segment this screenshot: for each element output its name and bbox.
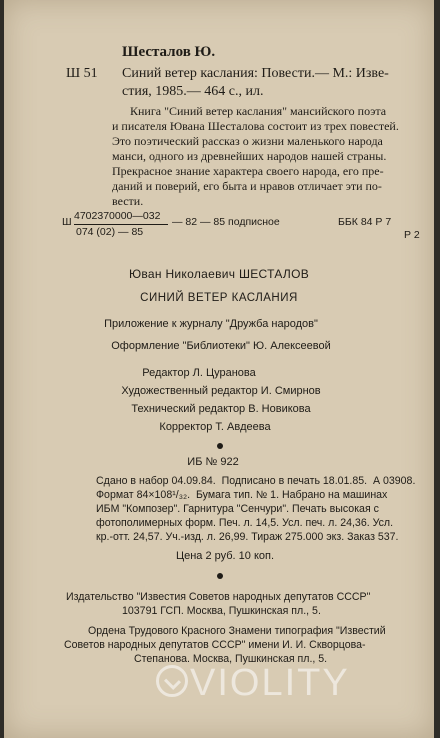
supplement-note: Приложение к журналу "Дружба народов" bbox=[104, 318, 318, 330]
bbk-code: ББК 84 Р 7 bbox=[338, 216, 392, 228]
annotation-line: даний и поверий, его быта и нравов отличает эти по- bbox=[112, 179, 382, 193]
separator-bullet bbox=[217, 573, 223, 579]
price: Цена 2 руб. 10 коп. bbox=[175, 550, 275, 562]
print-line: кр.-отт. 24,57. Уч.-изд. л. 26,99. Тираж 275.000 экз. Заказ 537. bbox=[96, 531, 399, 543]
classification-index: Ш 51 bbox=[66, 66, 98, 81]
design-credit: Оформление "Библиотеки" Ю. Алексеевой bbox=[111, 340, 331, 352]
catalog-denominator: 074 (02) — 85 bbox=[76, 226, 144, 238]
print-line: Сдано в набор 04.09.84. Подписано в печать 18.01.85. А 03908. bbox=[96, 475, 416, 487]
annotation-line: манси, одного из древнейших народов нашей страны. bbox=[112, 149, 387, 163]
book-page bbox=[4, 0, 434, 738]
bbk-code-2: Р 2 bbox=[404, 229, 420, 241]
watermark: VIOLITY bbox=[190, 662, 350, 704]
publisher-line: Издательство "Известия Советов народных депутатов СССР" bbox=[66, 591, 371, 603]
printer-line: Советов народных депутатов СССР" имени И. И. Скворцова- bbox=[64, 639, 366, 651]
subscription-note: — 82 — 85 подписное bbox=[172, 216, 280, 228]
bibliographic-line-1: Синий ветер каслания: Повести.— М.: Изве- bbox=[122, 66, 389, 81]
fraction-line bbox=[74, 224, 168, 225]
printer-line: Степанова. Москва, Пушкинская пл., 5. bbox=[134, 653, 328, 665]
print-line: ИБМ "Композер". Гарнитура "Сенчури". Печать высокая с bbox=[96, 503, 379, 515]
annotation-line: и писателя Ювана Шесталова состоит из трех повестей. bbox=[112, 119, 399, 133]
proofreader-credit: Корректор Т. Авдеева bbox=[159, 421, 271, 433]
print-line: фотополимерных форм. Печ. л. 14,5. Усл. печ. л. 24,36. Усл. bbox=[96, 517, 394, 529]
catalog-numerator: 4702370000—032 bbox=[74, 210, 161, 222]
editor-credit: Редактор Л. Цуранова bbox=[142, 367, 256, 379]
author-heading: Шесталов Ю. bbox=[122, 44, 216, 60]
publisher-line: 103791 ГСП. Москва, Пушкинская пл., 5. bbox=[122, 605, 321, 617]
tech-editor-credit: Технический редактор В. Новикова bbox=[131, 403, 311, 415]
annotation-line: Прекрасное знание характера своего народа, его пре- bbox=[112, 164, 384, 178]
printer-line: Ордена Трудового Красного Знамени типография "Известий bbox=[88, 625, 386, 637]
print-line: Формат 84×108¹/₃₂. Бумага тип. № 1. Набрано на машинах bbox=[96, 489, 388, 501]
annotation-line: Книга "Синий ветер каслания" мансийского поэта bbox=[130, 104, 387, 118]
author-fullname: Юван Николаевич ШЕСТАЛОВ bbox=[128, 267, 310, 281]
art-editor-credit: Художественный редактор И. Смирнов bbox=[121, 385, 321, 397]
separator-bullet bbox=[217, 443, 223, 449]
catalog-prefix: Ш bbox=[62, 216, 72, 228]
book-title: СИНИЙ ВЕТЕР КАСЛАНИЯ bbox=[140, 292, 298, 304]
bibliographic-line-2: стия, 1985.— 464 с., ил. bbox=[122, 84, 264, 99]
watermark-logo-icon bbox=[156, 665, 188, 697]
annotation-line: вести. bbox=[112, 194, 144, 208]
ib-number: ИБ № 922 bbox=[187, 456, 239, 468]
annotation-line: Это поэтический рассказ о жизни маленького народа bbox=[112, 134, 383, 148]
